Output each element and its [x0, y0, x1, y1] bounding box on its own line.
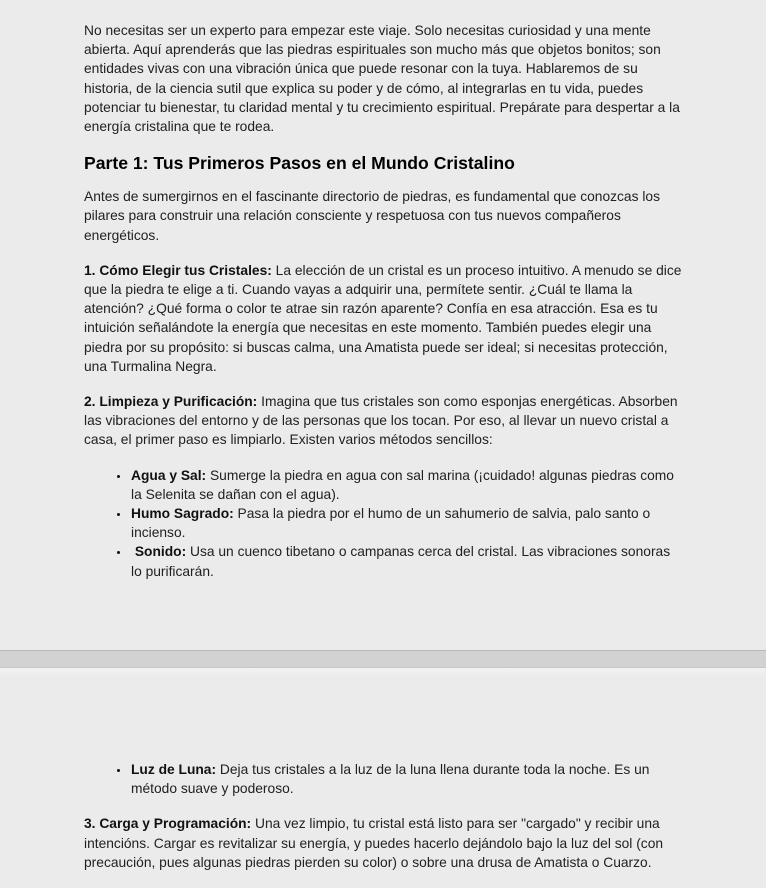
- section-heading-parte-1: Parte 1: Tus Primeros Pasos en el Mundo Cristalino: [84, 153, 515, 174]
- list-item-luz-de-luna: [130, 760, 684, 798]
- paragraph-pillars: [84, 187, 684, 245]
- paragraph-cleansing: [84, 392, 684, 450]
- paragraph-intro-text: No necesitas ser un experto para empezar este viaje. Solo necesitas curiosidad y una mente abierta. Aquí aprenderás que las piedras espirituales son mucho más que objetos bonitos; son entidades vivas con una vibración única que puede resonar con la tuya. Hablaremos de su historia, de la ciencia sutil que explica su poder y de cómo, al integrarlas en tu vida, puedes potenciar tu bienestar, tu claridad mental y tu crecimiento espiritual. Prepárate para despertar a la energía cristalina que te rodea.: [84, 23, 684, 135]
- list-item-sonido-body: Usa un cuenco tibetano o campanas cerca del cristal. Las vibraciones sonoras lo purificarán.: [131, 544, 674, 579]
- charging-methods-list: [84, 760, 684, 798]
- paragraph-intro: [84, 21, 684, 136]
- list-item-luz-de-luna-lead: Luz de Luna:: [131, 761, 217, 777]
- list-item-humo-sagrado: [130, 504, 684, 542]
- list-item-sonido: [130, 542, 684, 580]
- list-item-agua-y-sal-body: Sumerge la piedra en agua con sal marina (¡cuidado! algunas piedras como la Selenita se dañan con el agua).: [131, 467, 678, 502]
- page-break-gap: [0, 650, 766, 668]
- paragraph-choosing-crystals-body: La elección de un cristal es un proceso intuitivo. A menudo se dice que la piedra te elige a ti. Cuando vayas a adquirir una, permítete sentir. ¿Cuál te llama la atención? ¿Qué forma o color te atrae sin razón aparente? Confía en esa atracción. Esa es tu intuición señalándote la energía que necesitas en este momento. También puedes elegir una piedra por su propósito: si buscas calma, una Amatista puede ser ideal; si necesitas protección, una Turmalina Negra.: [84, 262, 686, 374]
- paragraph-pillars-text: Antes de sumergirnos en el fascinante directorio de piedras, es fundamental que conozcas los pilares para construir una relación consciente y respetuosa con tus nuevos compañeros energéticos.: [84, 189, 664, 243]
- list-item-luz-de-luna-body: Deja tus cristales a la luz de la luna llena durante toda la noche. Es un método suave y poderoso.: [131, 761, 654, 797]
- list-item-humo-sagrado-lead: Humo Sagrado:: [131, 506, 234, 522]
- paragraph-cleansing-lead: 2. Limpieza y Purificación:: [84, 394, 258, 410]
- list-item-agua-y-sal: [130, 466, 684, 504]
- document-page-2: [0, 668, 766, 888]
- list-item-agua-y-sal-lead: Agua y Sal:: [131, 467, 207, 483]
- paragraph-choosing-crystals-lead: 1. Cómo Elegir tus Cristales:: [84, 262, 272, 278]
- list-item-humo-sagrado-body: Pasa la piedra por el humo de un sahumerio de salvia, palo santo o incienso.: [131, 506, 655, 541]
- paragraph-cleansing-body: Imagina que tus cristales son como esponjas energéticas. Absorben las vibraciones del entorno y de las personas que los tocan. Por eso, al llevar un nuevo cristal a casa, el primer paso es limpiarlo. Existen varios métodos sencillos:: [84, 394, 682, 448]
- paragraph-charging-lead: 3. Carga y Programación:: [84, 816, 252, 832]
- paragraph-charging: [84, 814, 684, 872]
- cleansing-methods-list: [84, 466, 684, 581]
- paragraph-charging-body: Una vez limpio, tu cristal está listo para ser "cargado" y recibir una intencións. Cargar es revitalizar su energía, y puedes hacerlo dejándolo bajo la luz del sol (con precaución, pues algunas piedras pierden su color) o sobre una drusa de Amatista o Cuarzo.: [84, 816, 667, 870]
- list-item-sonido-lead: Sonido:: [131, 544, 187, 560]
- paragraph-choosing-crystals: [84, 261, 684, 376]
